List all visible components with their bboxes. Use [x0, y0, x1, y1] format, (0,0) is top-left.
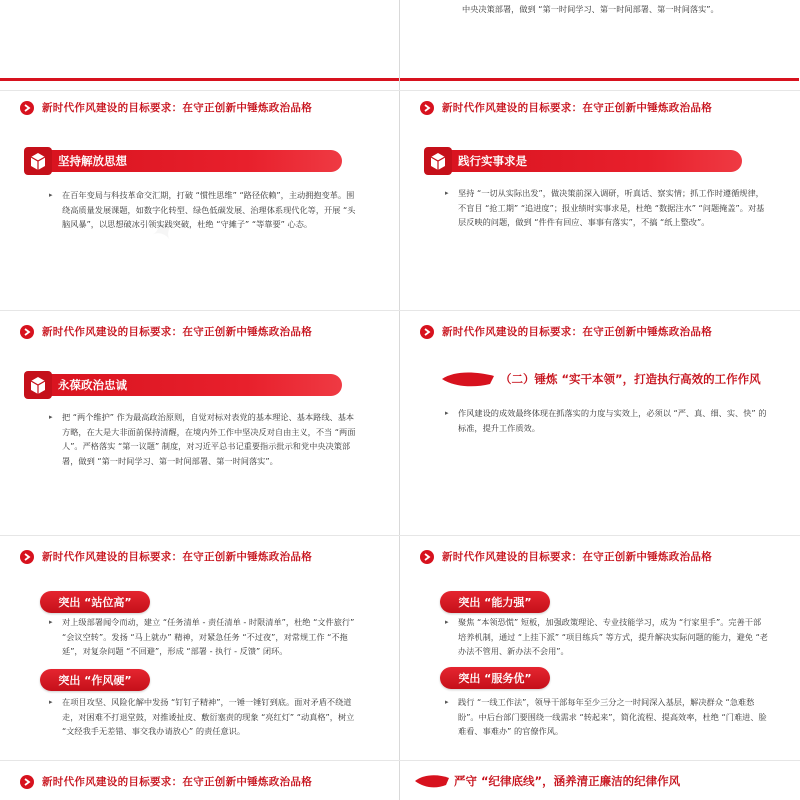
grid-divider-vertical: [399, 0, 400, 800]
subsection-title: 突出 “服务优”: [458, 672, 532, 685]
grid-divider: [0, 90, 800, 91]
slide-header: [420, 549, 712, 564]
grid-divider: [0, 310, 800, 311]
slide-left-partial-top: [0, 0, 399, 90]
section-body-text: 作风建设的成效最终体现在抓落实的力度与实效上，必须以 “严、真、细、实、快” 的标准，提升工作质效。: [458, 408, 767, 433]
header-title: 新时代作风建设的目标要求：在守正创新中锤炼政治品格: [442, 551, 712, 563]
bullet-icon: ▸: [445, 409, 449, 417]
subsection-body: [445, 695, 768, 739]
section-body: [445, 406, 768, 435]
bullet-icon: ▸: [49, 698, 53, 706]
section-pill: [426, 150, 742, 172]
subsection-body-text: 聚焦 “本领恐慌” 短板，加强政策理论、专业技能学习，成为 “行家里手”。完善干部培养机制，通过 “上挂下派” “项目练兵” 等方式，提升解决实际问题的能力，避免 “老办法不管用、新办法不会用”。: [458, 617, 768, 656]
slide-header: [20, 100, 312, 115]
subsection-title: 突出 “站位高”: [58, 596, 132, 609]
slide-shishi: [400, 90, 799, 310]
section-body: [49, 188, 362, 232]
header-title: 新时代作风建设的目标要求：在守正创新中锤炼政治品格: [442, 326, 712, 338]
bullet-icon: ▸: [49, 413, 53, 421]
section-pill: [26, 374, 342, 396]
red-rule: [400, 78, 799, 81]
subsection-body: [49, 615, 362, 659]
subsection-body: [49, 695, 362, 739]
slide-header: [20, 549, 312, 564]
section-banner-title: 严守 “纪律底线”，涵养清正廉洁的纪律作风: [454, 774, 681, 788]
slide-header: [420, 100, 712, 115]
chevron-icon: [20, 550, 34, 564]
chevron-icon: [20, 775, 34, 789]
subsection-title: 突出 “能力强”: [458, 596, 532, 609]
header-title: 新时代作风建设的目标要求：在守正创新中锤炼政治品格: [442, 102, 712, 114]
chevron-icon: [420, 325, 434, 339]
slide-right-bottom: [400, 535, 799, 760]
slide-header: [420, 324, 712, 339]
subsection-pill: [440, 667, 550, 689]
subsection-pill: [440, 591, 550, 613]
section-body-text: 把 “两个维护” 作为最高政治原则，自觉对标对表党的基本理论、基本路线、基本方略，在大是大非面前保持清醒，在境内外工作中坚决反对自由主义，不当 “两面人”。严格落实 “第一议题” 制度，对习近平总书记重要指示批示和党中央决策部署，做到 “第一时间学习、第一时间部署、第一时间落实”。: [62, 412, 356, 466]
cube-icon: [22, 145, 54, 177]
bullet-icon: ▸: [445, 618, 449, 626]
section-body-text: 坚持 “一切从实际出发”，做决策前深入调研，听真话、察实情；抓工作时遵循规律，不盲目 “抢工期” “追进度”；报业绩时实事求是，杜绝 “数据注水” “问题掩盖”。对基层反映的问题，做到 “件件有回应、事事有落实”，不搞 “纸上整改”。: [458, 188, 765, 227]
section-body: [445, 186, 768, 230]
subsection-pill: [40, 669, 150, 691]
subsection-body: [445, 615, 768, 659]
subsection-body-text: 在项目攻坚、风险化解中发扬 “钉钉子精神”，一锤一锤钉到底。面对矛盾不绕道走，对困难不打退堂鼓，对推诿扯皮、敷衍塞责的现象 “亮红灯” “动真格”，树立 “文经我手无差错、事交我办请放心” 的责任意识。: [62, 697, 355, 736]
slide-zhongcheng: [0, 310, 399, 535]
header-title: 新时代作风建设的目标要求：在守正创新中锤炼政治品格: [42, 551, 312, 563]
section-banner: [414, 772, 680, 790]
subsection-body-text: 对上级部署闻令而动，建立 “任务清单 - 责任清单 - 时限清单”，杜绝 “文件旅行” “会议空转”。发扬 “马上就办” 精神，对紧急任务 “不过夜”，对常规工作 “不拖延”，对复杂问题 “不回避”，形成 “部署 - 执行 - 反馈” 闭环。: [62, 617, 355, 656]
bullet-icon: ▸: [445, 698, 449, 706]
chevron-icon: [420, 550, 434, 564]
red-rule: [0, 78, 399, 81]
header-title: 新时代作风建设的目标要求：在守正创新中锤炼政治品格: [42, 326, 312, 338]
section-title: 永葆政治忠诚: [58, 378, 127, 392]
header-title: 新时代作风建设的目标要求：在守正创新中锤炼政治品格: [42, 102, 312, 114]
section-banner: [440, 368, 761, 390]
brush-stroke-icon: [414, 772, 450, 790]
slide-left-bottom: [0, 535, 399, 760]
header-title: 新时代作风建设的目标要求：在守正创新中锤炼政治品格: [42, 776, 312, 788]
slide-header: [20, 324, 312, 339]
section-title: 坚持解放思想: [58, 154, 127, 168]
slide-right-partial-top: [400, 0, 799, 90]
chevron-icon: [420, 101, 434, 115]
slide-benling: [400, 310, 799, 535]
slide-jiefang: [0, 90, 399, 310]
chevron-icon: [20, 325, 34, 339]
section-body: [49, 410, 362, 468]
section-pill: [26, 150, 342, 172]
bullet-icon: ▸: [49, 191, 53, 199]
grid-divider: [0, 760, 800, 761]
subsection-body-text: 践行 “一线工作法”，领导干部每年至少三分之一时间深入基层，解决群众 “急难愁盼”。中后台部门要围绕一线需求 “转起来”，简化流程、提高效率，杜绝 “门难进、脸难看、事难办” 的官僚作风。: [458, 697, 767, 736]
section-banner-title: （二）锤炼 “实干本领”，打造执行高效的工作作风: [500, 372, 761, 386]
section-title: 践行实事求是: [458, 154, 527, 168]
subsection-title: 突出 “作风硬”: [58, 674, 132, 687]
slide-left-partial-bottom: [0, 760, 399, 800]
bullet-icon: ▸: [445, 189, 449, 197]
fragment-text: 中央决策部署，做到 “第一时间学习、第一时间部署、第一时间落实”。: [462, 4, 719, 14]
brush-stroke-icon: [440, 368, 496, 390]
cube-icon: [22, 369, 54, 401]
chevron-icon: [20, 101, 34, 115]
section-body-text: 在百年变局与科技革命交汇期，打破 “惯性思维” “路径依赖”，主动拥抱变革。围绕高质量发展课题，如数字化转型、绿色低碳发展、治理体系现代化等，开展 “头脑风暴”，以思想破冰引领实践突破，杜绝 “守摊子” “等靠要” 心态。: [62, 190, 356, 229]
cube-icon: [422, 145, 454, 177]
grid-divider: [0, 535, 800, 536]
slide-jilv-partial: [400, 760, 799, 800]
subsection-pill: [40, 591, 150, 613]
bullet-icon: ▸: [49, 618, 53, 626]
slide-header: [20, 774, 312, 789]
